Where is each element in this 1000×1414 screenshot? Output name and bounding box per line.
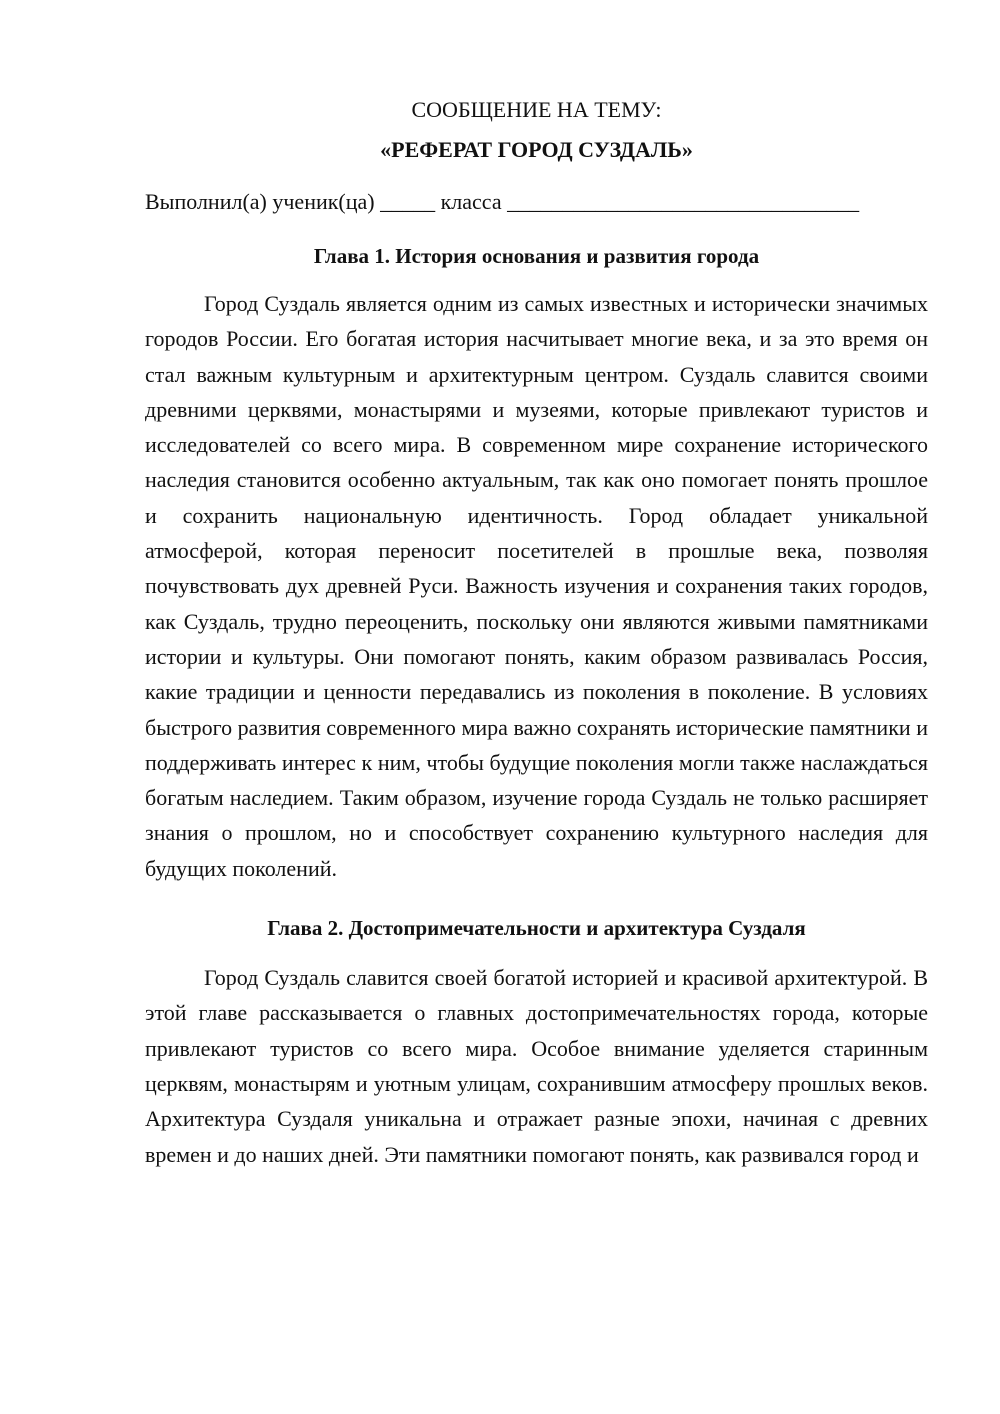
author-line: Выполнил(а) ученик(ца) _____ класса ________________________________	[145, 189, 860, 214]
chapter-2-paragraph: Город Суздаль славится своей богатой историей и красивой архитектурой. В этой главе рассказывается о главных достопримечательностях города, которые привлекают туристов со всего мира. Особое внимание уделяется старинным церквям, монастырям и уютным улицам, сохранившим атмосферу прошлых веков. Архитектура Суздаля уникальна и отражает разные эпохи, начиная с древних времен и до наших дней. Эти памятники помогают понять, как развивался город и	[145, 965, 928, 1167]
chapter-1-heading: Глава 1. История основания и развития города	[313, 244, 760, 268]
chapter-2-heading: Глава 2. Достопримечательности и архитектура Суздаля	[267, 916, 806, 941]
document-title: «РЕФЕРАТ ГОРОД СУЗДАЛЬ»	[380, 137, 693, 162]
document-header: СООБЩЕНИЕ НА ТЕМУ:	[411, 97, 662, 122]
document-page	[145, 92, 928, 1172]
chapter-1-paragraph: Город Суздаль является одним из самых известных и исторически значимых городов России. Его богатая история насчитывает многие века, и за это время он стал важным культурным и архитектурным центром. Суздаль славится своими древними церквями, монастырями и музеями, которые привлекают туристов и исследователей со всего мира. В современном мире сохранение исторического наследия становится особенно актуальным, так как оно помогает понять прошлое и сохранить национальную идентичность. Город обладает уникальной атмосферой, которая переносит посетителей в прошлые века, позволяя почувствовать дух древней Руси. Важность изучения и сохранения таких городов, как Суздаль, трудно переоценить, поскольку они являются живыми памятниками истории и культуры. Они помогают понять, каким образом развивалась Россия, какие традиции и ценности передавались из поколения в поколение. В условиях быстрого развития современного мира важно сохранять исторические памятники и поддерживать интерес к ним, чтобы будущие поколения могли также наслаждаться богатым наследием. Таким образом, изучение города Суздаль не только расширяет знания о прошлом, но и способствует сохранению культурного наследия для будущих поколений.	[145, 291, 928, 881]
